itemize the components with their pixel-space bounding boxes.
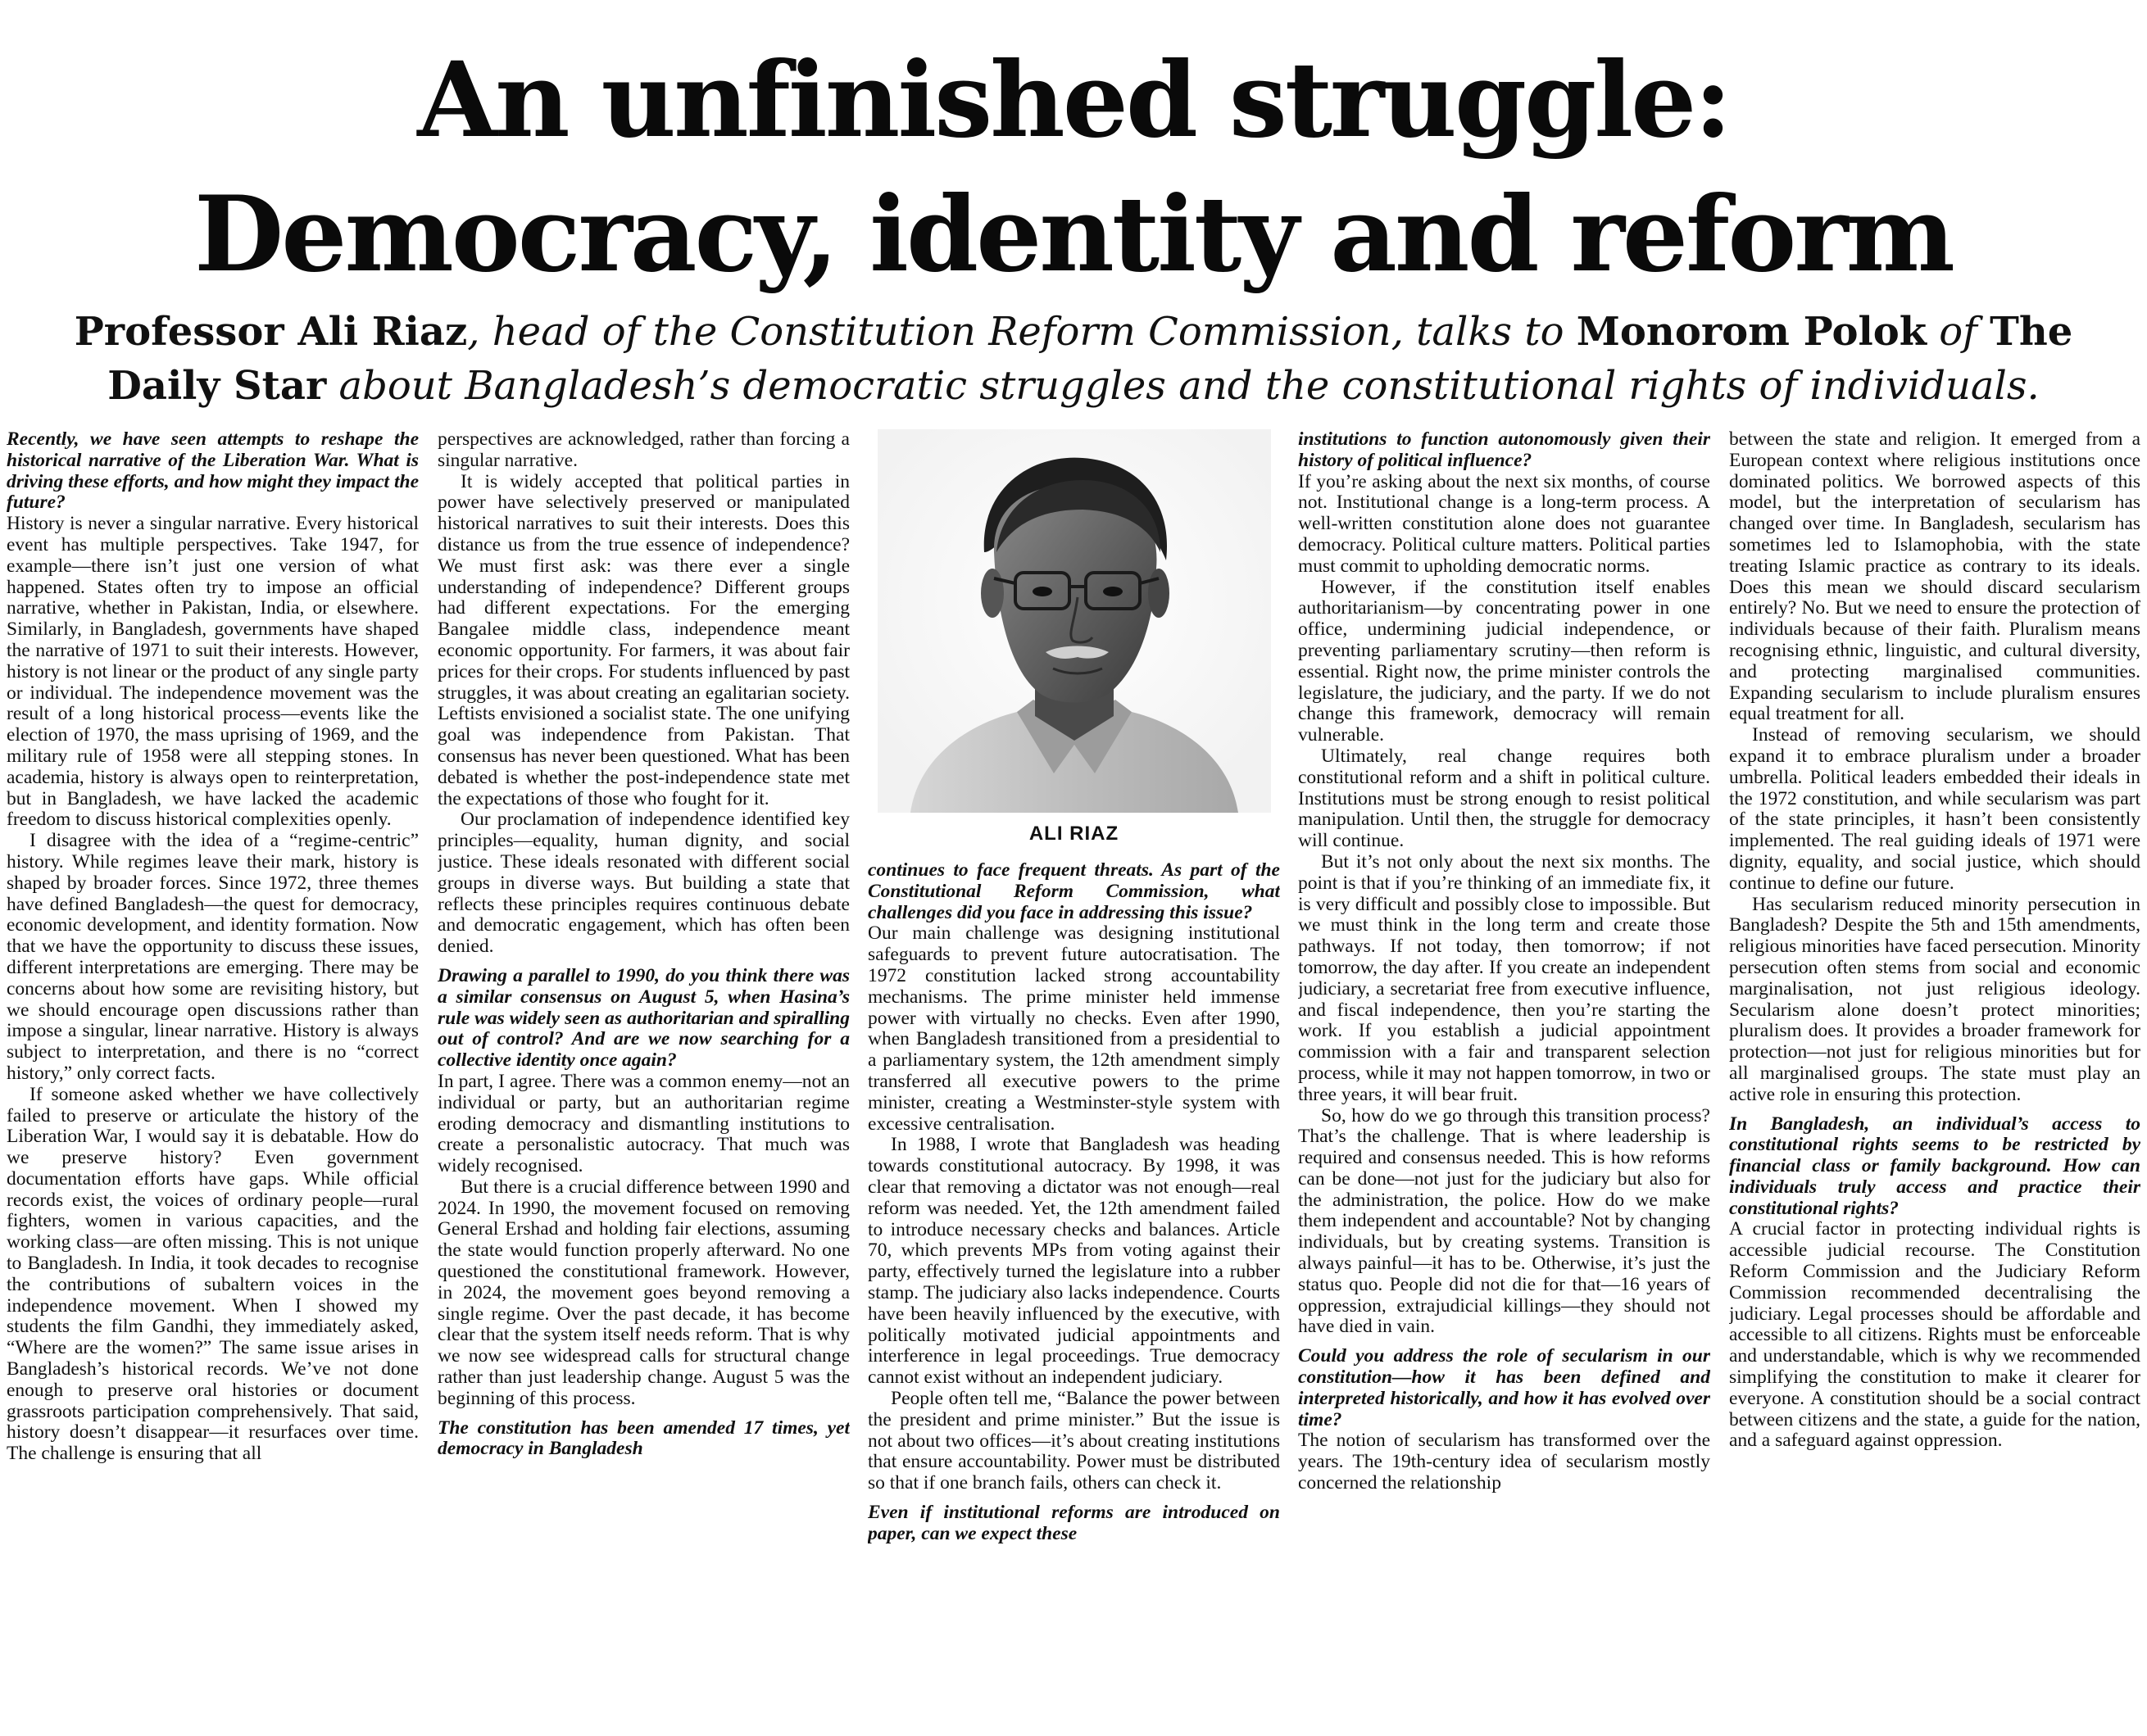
- standfirst: [16, 305, 2131, 413]
- answer-paragraph: People often tell me, “Balance the power between the president and prime minister.” But the issue is not about two offices—it’s about creating institutions that ensure accountability. Power must be distributed so that if one branch fails, others can check it.: [868, 1387, 1280, 1494]
- interview-question: Even if institutional reforms are introduced on paper, can we expect these: [868, 1501, 1280, 1544]
- answer-paragraph: But it’s not only about the next six months. The point is that if you’re thinking of an immediate fix, it is very difficult and possibly close to impossible. But we must think in the long term and create those pathways. If not today, then tomorrow; if not tomorrow, the day after. If you create an independent judiciary, a secretariat free from executive influence, and fiscal independence, then you’re starting the work. If you establish a judicial appointment commission with a fair and transparent selection process, while it may not happen tomorrow, in two or three years, it will bear fruit.: [1298, 850, 1710, 1105]
- answer-paragraph: However, if the constitution itself enables authoritarianism—by concentrating power in one office, undermining judicial independence, or preventing parliamentary scrutiny—then reform is essential. Right now, the prime minister controls the legislature, the judiciary, and the party. If we do not change this framework, democracy will remain vulnerable.: [1298, 576, 1710, 746]
- article-column-3: [868, 860, 1280, 1732]
- portrait-photo: [878, 429, 1271, 813]
- article-column-1: [7, 429, 419, 1732]
- portrait-illustration: [878, 429, 1271, 813]
- article-column-5: [1729, 429, 2140, 1732]
- answer-paragraph: But there is a crucial difference between 1990 and 2024. In 1990, the movement focused on removing General Ershad and holding fair elections, assuming the state would function properly afterward. No one questioned the constitutional framework. However, in 2024, the movement goes beyond removing a single regime. Over the past decade, it has become clear that the system itself needs reform. That is why we now see widespread calls for structural change rather than just leadership change. August 5 was the beginning of this process.: [438, 1176, 850, 1409]
- answer-paragraph: History is never a singular narrative. Every historical event has multiple perspectives. Take 1947, for example—there isn’t just one version of what happened. States often try to impose an official narrative, whether in Pakistan, India, or elsewhere. Similarly, in Bangladesh, governments have shaped the narrative of 1971 to suit their interests. However, history is not linear or the product of any single party or individual. The independence movement was the result of a long historical process—events like the election of 1970, the mass uprising of 1969, and the military rule of 1958 were all stepping stones. In academia, history is always open to reinterpretation, but in Bangladesh, we have lacked the academic freedom to discuss historical complexities openly.: [7, 513, 419, 831]
- interview-question: institutions to function autonomously given their history of political influence?: [1298, 429, 1710, 471]
- answer-paragraph: If someone asked whether we have collectively failed to preserve or articulate the history of the Liberation War, I would say it is debatable. How do we preserve history? Even government documentation efforts have gaps. While official records exist, the voices of ordinary people—rural fighters, women in various capacities, and the working class—are often missing. This is not unique to Bangladesh. In India, it took decades to recognise the contributions of subaltern voices in the independence movement. When I showed my students the film Gandhi, they immediately asked, “Where are the women?” The same issue arises in Bangladesh’s historical records. We’ve not done enough to preserve oral histories or document grassroots participation comprehensively. That said, history doesn’t disappear—it resurfaces over time. The challenge is ensuring that all: [7, 1083, 419, 1465]
- answer-paragraph: Our proclamation of independence identified key principles—equality, human dignity, and social justice. These ideals resonated with different social groups in diverse ways. But building a state that reflects these principles requires continuous debate and democratic engagement, which has often been denied.: [438, 809, 850, 958]
- interview-question: Recently, we have seen attempts to reshape the historical narrative of the Liberation War. What is driving these efforts, and how might they impact the future?: [7, 429, 419, 514]
- answer-paragraph: It is widely accepted that political parties in power have selectively preserved or manipulated historical narratives to suit their interests. Does this distance us from the true essence of independence? We must first ask: was there ever a single understanding of independence? Different groups had different expectations. For the emerging Bangalee middle class, independence meant economic opportunity. For farmers, it was about fair prices for their crops. For students influenced by past struggles, it was about creating an egalitarian society. Leftists envisioned a socialist state. The one unifying goal was independence from Pakistan. That consensus has never been questioned. What has been debated is whether the post-independence state met the expectations of those who fought for it.: [438, 470, 850, 809]
- answer-paragraph: In 1988, I wrote that Bangladesh was heading towards constitutional autocracy. By 1998, it was clear that removing a dictator was not enough—real reform was needed. Yet, the 12th amendment failed to introduce necessary checks and balances. Article 70, which prevents MPs from voting against their party, effectively turned the legislature into a rubber stamp. The judiciary also lacks independence. Courts have been heavily influenced by the executive, with politically motivated judicial appointments and interference in legal proceedings. True democracy cannot exist without an independent judiciary.: [868, 1134, 1280, 1389]
- photo-caption: ALI RIAZ: [1028, 823, 1119, 845]
- interviewer-name: Monorom Polok: [1576, 309, 1927, 355]
- headline-line-1: An unfinished struggle:: [417, 39, 1730, 161]
- answer-paragraph: The notion of secularism has transformed over the years. The 19th-century idea of secularism mostly concerned the relationship: [1298, 1430, 1710, 1494]
- answer-paragraph: Has secularism reduced minority persecution in Bangladesh? Despite the 5th and 15th amendments, religious minorities have faced persecution. Minority persecution often stems from social and economic marginalisation, not just religious ideology. Secularism alone doesn’t protect minorities; pluralism does. It provides a broader framework for protection—not just for religious minorities but for all marginalised groups. The state must play an active role in ensuring this protection.: [1729, 893, 2140, 1105]
- answer-paragraph: between the state and religion. It emerged from a European context where religious institutions once dominated politics. We borrowed aspects of this model, but the interpretation of secularism has changed over time. In Bangladesh, secularism has sometimes led to Islamophobia, with the state treating Islamic practice as contrary to its ideals. Does this mean we should discard secularism entirely? No. But we need to ensure the protection of individuals because of their faith. Pluralism means recognising ethnic, linguistic, and cultural diversity, and protecting marginalised communities. Expanding secularism to include pluralism ensures equal treatment for all.: [1729, 429, 2140, 725]
- interview-question: In Bangladesh, an individual’s access to constitutional rights seems to be restricted by financial class or family background. How can individuals truly access and practice their constitutional rights?: [1729, 1113, 2140, 1219]
- answer-paragraph: So, how do we go through this transition process? That’s the challenge. That is where leadership is required and consensus needed. This is how reforms can be done—not just for the judiciary but also for the administration, the police. How do we make them independent and accountable? Not by changing individuals, but by creating systems. Transition is always painful—it has to be. Otherwise, it’s just the status quo. People did not die for that—16 years of oppression, extrajudicial killings—they should not have died in vain.: [1298, 1104, 1710, 1338]
- article-column-2: [438, 429, 850, 1732]
- answer-paragraph: Instead of removing secularism, we should expand it to embrace pluralism under a broader umbrella. Political leaders embedded their ideals in the 1972 constitution, and while secularism was part of the state principles, it hasn’t been consistently implemented. The real guiding ideals of 1971 were dignity, equality, and social justice, which should continue to define our future.: [1729, 724, 2140, 894]
- outlet-name: The Daily Star: [107, 309, 2073, 409]
- interviewee-name: Professor Ali Riaz: [74, 309, 468, 355]
- interview-question: Drawing a parallel to 1990, do you think there was a similar consensus on August 5, when Hasina’s rule was widely seen as authoritarian and spiralling out of control? And are we now searching for a collective identity once again?: [438, 964, 850, 1072]
- answer-paragraph: A crucial factor in protecting individual rights is accessible judicial recourse. The Constitution Reform Commission and the Judiciary Reform Commission recommended decentralising the judiciary. Legal processes should be affordable and accessible to all citizens. Rights must be enforceable and understandable, which is why we recommended simplifying the constitution to make it clearer for everyone. A constitution should be a social contract between citizens and the state, a guide for the nation, and a safeguard against oppression.: [1729, 1218, 2140, 1452]
- interview-question: Could you address the role of secularism in our constitution—how it has been defined and interpreted historically, and how it has evolved over time?: [1298, 1345, 1710, 1430]
- answer-paragraph: perspectives are acknowledged, rather than forcing a singular narrative.: [438, 429, 850, 471]
- standfirst-text-3: about Bangladesh’s democratic struggles and the constitutional rights of individuals.: [326, 363, 2040, 409]
- answer-paragraph: I disagree with the idea of a “regime-centric” history. While regimes leave their mark, history is shaped by broader forces. Since 1972, three themes have defined Bangladesh—the quest for democracy, economic development, and identity formation. Now that we have the opportunity to discuss these issues, different interpretations are emerging. There may be concerns about how some are revisiting history, but we should encourage open discussions rather than impose a singular, linear narrative. History is always subject to interpretation, and there is no “correct history,” only correct facts.: [7, 830, 419, 1084]
- answer-paragraph: Ultimately, real change requires both constitutional reform and a shift in political culture. Institutions must be strong enough to resist political manipulation. Until then, the struggle for democracy will continue.: [1298, 745, 1710, 852]
- standfirst-text-1: , head of the Constitution Reform Commission, talks to: [467, 309, 1577, 355]
- interview-question: continues to face frequent threats. As part of the Constitutional Reform Commission, what challenges did you face in addressing this issue?: [868, 860, 1280, 923]
- answer-paragraph: In part, I agree. There was a common enemy—not an individual or party, but an authoritarian regime eroding democracy and dismantling institutions to create a personalistic autocracy. That much was widely recognised.: [438, 1070, 850, 1177]
- answer-paragraph: Our main challenge was designing institutional safeguards to prevent future autocratisation. The 1972 constitution lacked strong accountability mechanisms. The prime minister held immense power with virtually no checks. Even after 1990, when Bangladesh transitioned from a presidential to a parliamentary system, the 12th amendment simply transferred all executive powers to the prime minister, creating a Westminster-style system with excessive centralisation.: [868, 922, 1280, 1135]
- article-column-4: [1298, 429, 1710, 1732]
- standfirst-text-2: of: [1926, 309, 1990, 355]
- headline: [0, 33, 2147, 301]
- headline-line-2: Democracy, identity and reform: [194, 174, 1953, 295]
- answer-paragraph: If you’re asking about the next six months, of course not. Institutional change is a long-term process. A well-written constitution alone does not guarantee democracy. Political culture matters. Political parties must commit to upholding democratic norms.: [1298, 470, 1710, 577]
- interview-question: The constitution has been amended 17 times, yet democracy in Bangladesh: [438, 1416, 850, 1460]
